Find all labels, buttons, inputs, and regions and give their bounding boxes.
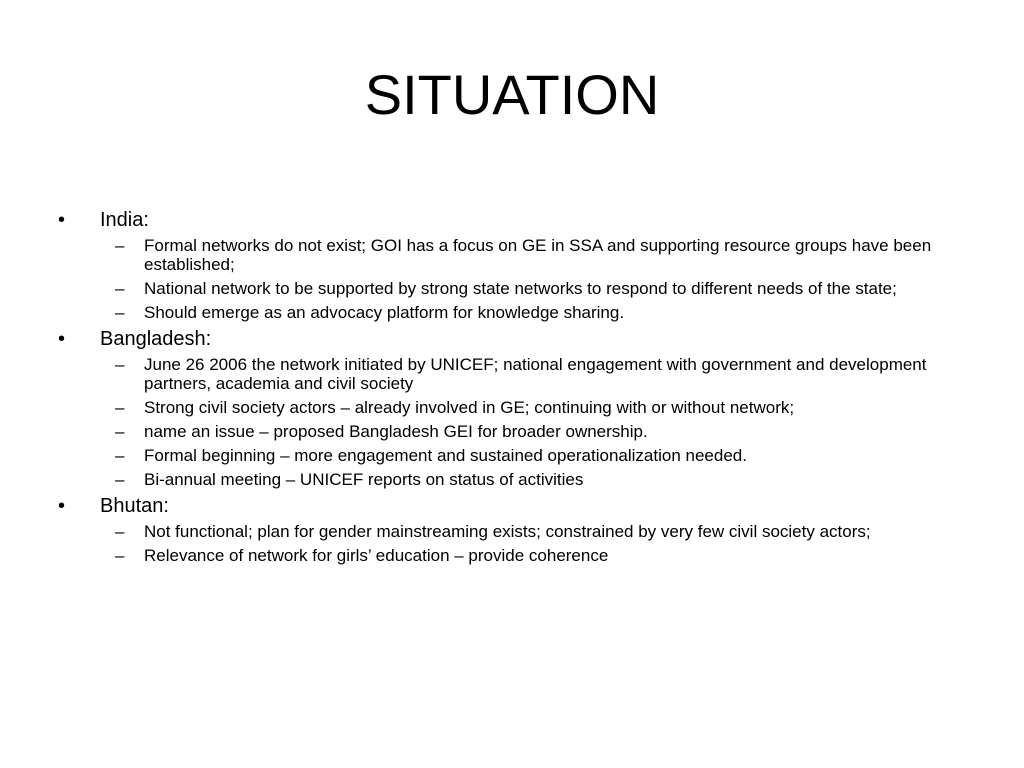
dash-marker: – bbox=[115, 236, 125, 255]
bullet-label: India: bbox=[100, 209, 149, 231]
sub-list-india bbox=[58, 236, 958, 322]
dash-marker: – bbox=[115, 398, 125, 417]
slide-content bbox=[58, 208, 958, 570]
dash-marker: – bbox=[115, 303, 125, 322]
sub-item-text: name an issue – proposed Bangladesh GEI for broader ownership. bbox=[144, 422, 648, 441]
dash-marker: – bbox=[115, 470, 125, 489]
dash-marker: – bbox=[115, 279, 125, 298]
slide-title: SITUATION bbox=[364, 63, 660, 126]
sub-item-text: Should emerge as an advocacy platform for knowledge sharing. bbox=[144, 303, 625, 322]
sub-item bbox=[58, 303, 958, 322]
bullet-marker: • bbox=[58, 495, 66, 517]
bullet-bhutan bbox=[58, 494, 958, 518]
sub-item-text: Formal beginning – more engagement and sustained operationalization needed. bbox=[144, 446, 747, 465]
sub-item bbox=[58, 546, 958, 565]
sub-item bbox=[58, 446, 958, 465]
dash-marker: – bbox=[115, 522, 125, 541]
sub-item-text: Relevance of network for girls’ education – provide coherence bbox=[144, 546, 609, 565]
sub-item bbox=[58, 236, 958, 274]
dash-marker: – bbox=[115, 446, 125, 465]
sub-item-text: Strong civil society actors – already involved in GE; continuing with or without network; bbox=[144, 398, 795, 417]
sub-item-text: Bi-annual meeting – UNICEF reports on status of activities bbox=[144, 470, 584, 489]
sub-item bbox=[58, 422, 958, 441]
sub-list-bhutan bbox=[58, 522, 958, 565]
sub-item bbox=[58, 279, 958, 298]
sub-list-bangladesh bbox=[58, 355, 958, 489]
bullet-label: Bhutan: bbox=[100, 495, 169, 517]
sub-item-text: Not functional; plan for gender mainstreaming exists; constrained by very few civil society actors; bbox=[144, 522, 871, 541]
dash-marker: – bbox=[115, 355, 125, 374]
sub-item bbox=[58, 470, 958, 489]
bullet-india bbox=[58, 208, 958, 232]
dash-marker: – bbox=[115, 546, 125, 565]
sub-item bbox=[58, 355, 958, 393]
sub-item-text: Formal networks do not exist; GOI has a focus on GE in SSA and supporting resource groups have been established; bbox=[144, 236, 932, 274]
dash-marker: – bbox=[115, 422, 125, 441]
sub-item-text: June 26 2006 the network initiated by UNICEF; national engagement with government and development partners, academia and civil society bbox=[144, 355, 927, 393]
sub-item bbox=[58, 522, 958, 541]
bullet-label: Bangladesh: bbox=[100, 328, 212, 350]
sub-item-text: National network to be supported by strong state networks to respond to different needs of the state; bbox=[144, 279, 897, 298]
bullet-marker: • bbox=[58, 328, 66, 350]
sub-item bbox=[58, 398, 958, 417]
bullet-bangladesh bbox=[58, 327, 958, 351]
bullet-marker: • bbox=[58, 209, 66, 231]
